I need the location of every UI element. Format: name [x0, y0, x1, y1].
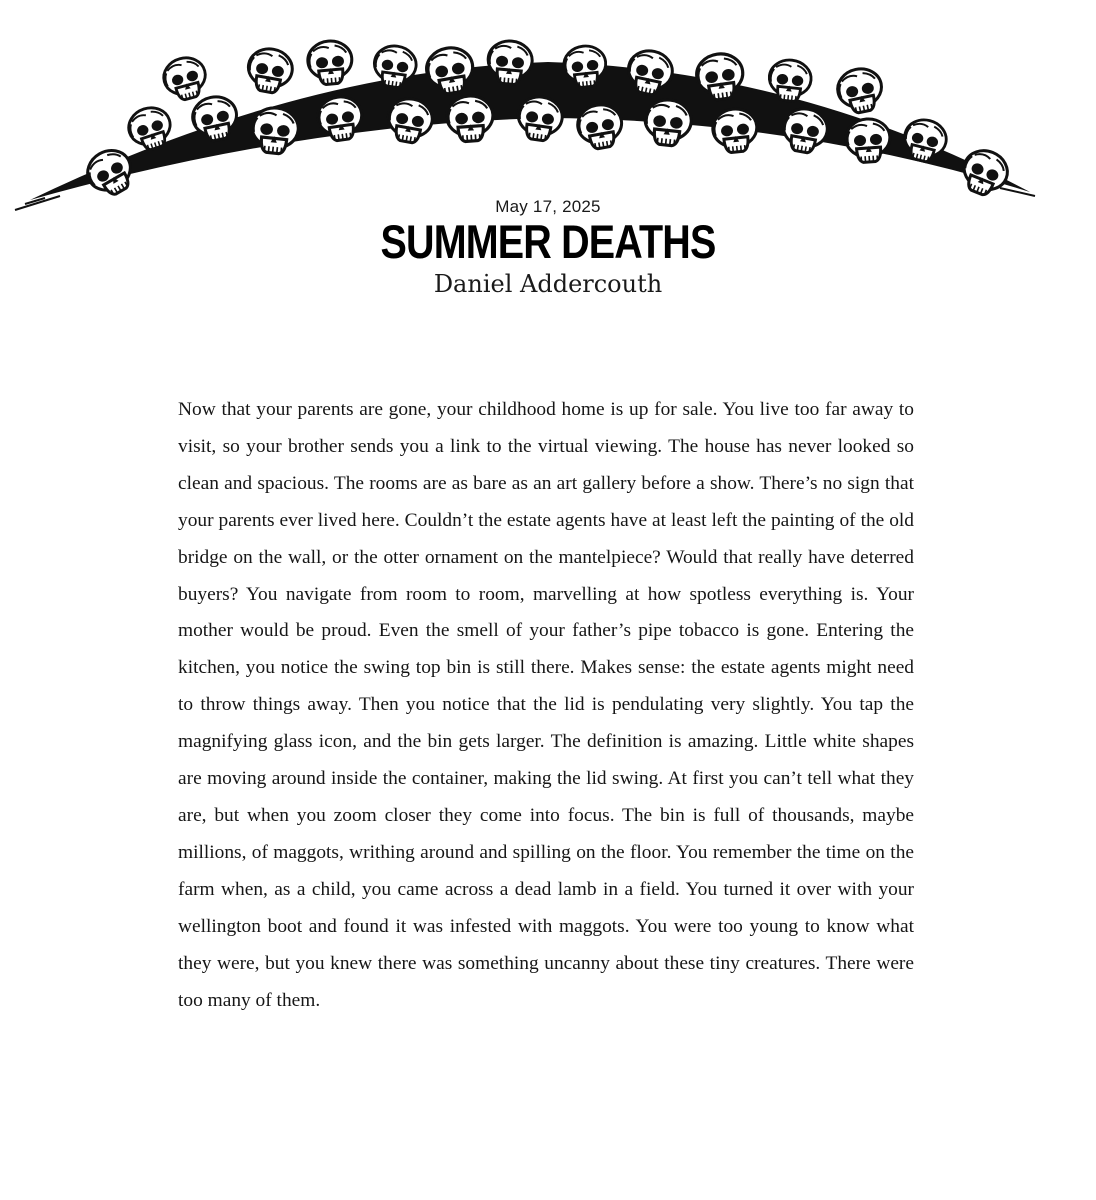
skull-icon [445, 94, 494, 142]
skull-icon [306, 39, 354, 86]
skull-icon [160, 53, 211, 103]
story-body: Now that your parents are gone, your childhood home is up for sale. You live too far away to visit, so your brother sends you a link to the virtual viewing. The house has never looked so clean and spacious. The rooms are as bare as an art gallery before a show. There’s no sign that your parents ever lived here. Couldn’t the estate agents have at least left the painting of the old bridge on the wall, or the otter ornament on the mantelpiece? Would that really have deterred buyers? You navigate from room to room, marvelling at how spotless everything is. Your mother would be proud. Even the smell of your father’s pipe tobacco is gone. Entering the kitchen, you notice the swing top bin is still there. Makes sense: the estate agents might need to throw things away. Then you notice that the lid is pendulating very slightly. You tap the magnifying glass icon, and the bin gets larger. The definition is amazing. Little white shapes are moving around inside the container, making the lid swing. At first you can’t tell what they are, but when you zoom closer they come into focus. The bin is full of thousands, maybe millions, of maggots, writhing around and spilling on the floor. You remember the time on the farm when, as a child, you came across a dead lamb in a field. You turned it over with your wellington boot and found it was infested with maggots. You were too young to know what they were, but you knew there was something uncanny about these tiny creatures. There were too many of them. [178, 399, 914, 1011]
skull-icon [80, 143, 140, 202]
skull-icon [245, 45, 296, 95]
story-title: SUMMER DEATHS [380, 215, 716, 268]
skull-icon [956, 144, 1013, 200]
skull-icon [834, 65, 886, 116]
publish-date: May 17, 2025 [495, 197, 601, 216]
skull-pile-banner [0, 0, 1096, 220]
author-name: Daniel Addercouth [433, 270, 663, 298]
skull-icon [845, 118, 892, 164]
story-header [0, 196, 1096, 299]
